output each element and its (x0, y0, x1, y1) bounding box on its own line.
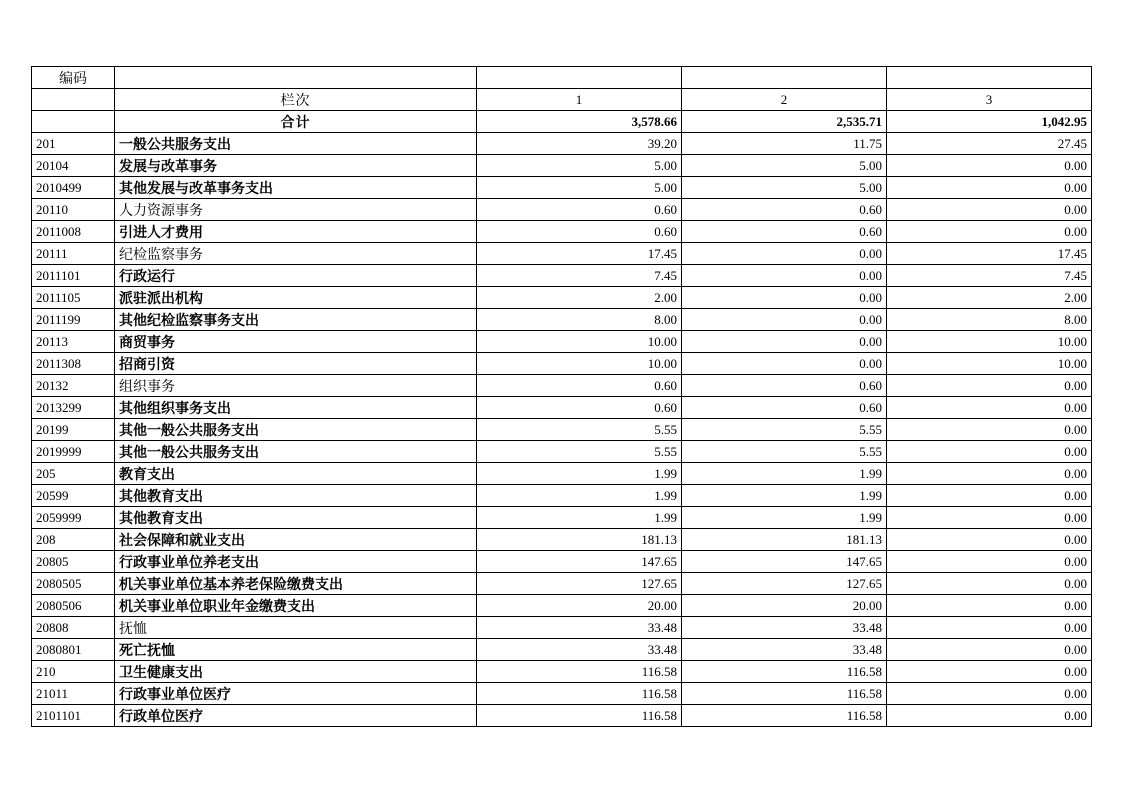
row-value-1: 181.13 (477, 529, 682, 551)
row-value-2: 0.60 (682, 375, 887, 397)
row-code: 2019999 (32, 441, 115, 463)
table-row (32, 617, 1092, 639)
total-label: 合计 (115, 111, 477, 133)
row-value-1: 5.55 (477, 441, 682, 463)
row-value-3: 0.00 (887, 507, 1092, 529)
row-value-1: 147.65 (477, 551, 682, 573)
row-value-1: 5.00 (477, 155, 682, 177)
row-value-2: 5.55 (682, 441, 887, 463)
header-blank-col1 (477, 67, 682, 89)
header-blank-col2 (682, 67, 887, 89)
row-value-1: 10.00 (477, 353, 682, 375)
row-value-3: 8.00 (887, 309, 1092, 331)
row-value-1: 0.60 (477, 375, 682, 397)
row-code: 20599 (32, 485, 115, 507)
table-row (32, 595, 1092, 617)
row-value-3: 0.00 (887, 463, 1092, 485)
row-code: 2011199 (32, 309, 115, 331)
row-code: 20805 (32, 551, 115, 573)
row-code: 2080801 (32, 639, 115, 661)
row-name: 其他教育支出 (115, 485, 477, 507)
row-code: 20111 (32, 243, 115, 265)
header-code-label: 编码 (32, 67, 115, 89)
row-value-3: 0.00 (887, 617, 1092, 639)
row-value-3: 0.00 (887, 573, 1092, 595)
row-value-3: 0.00 (887, 199, 1092, 221)
row-code: 2059999 (32, 507, 115, 529)
row-value-2: 116.58 (682, 683, 887, 705)
row-code: 20132 (32, 375, 115, 397)
row-value-3: 7.45 (887, 265, 1092, 287)
row-value-1: 5.00 (477, 177, 682, 199)
table-row (32, 265, 1092, 287)
row-value-1: 39.20 (477, 133, 682, 155)
row-value-2: 5.55 (682, 419, 887, 441)
header-col-index-2: 2 (682, 89, 887, 111)
row-value-1: 1.99 (477, 463, 682, 485)
row-value-1: 127.65 (477, 573, 682, 595)
row-name: 人力资源事务 (115, 199, 477, 221)
row-value-2: 1.99 (682, 463, 887, 485)
row-value-3: 0.00 (887, 595, 1092, 617)
row-value-3: 17.45 (887, 243, 1092, 265)
row-code: 2011008 (32, 221, 115, 243)
row-name: 行政事业单位养老支出 (115, 551, 477, 573)
row-value-2: 127.65 (682, 573, 887, 595)
header-col-index-1: 1 (477, 89, 682, 111)
table-header-row-code (32, 67, 1092, 89)
header-blank-code2 (32, 89, 115, 111)
row-name: 机关事业单位基本养老保险缴费支出 (115, 573, 477, 595)
row-value-1: 0.60 (477, 221, 682, 243)
table-row (32, 177, 1092, 199)
row-name: 商贸事务 (115, 331, 477, 353)
row-value-1: 1.99 (477, 507, 682, 529)
row-code: 205 (32, 463, 115, 485)
row-code: 210 (32, 661, 115, 683)
table-row (32, 155, 1092, 177)
row-value-3: 0.00 (887, 639, 1092, 661)
row-value-1: 17.45 (477, 243, 682, 265)
row-value-2: 0.00 (682, 287, 887, 309)
row-value-2: 20.00 (682, 595, 887, 617)
row-name: 抚恤 (115, 617, 477, 639)
row-value-3: 0.00 (887, 485, 1092, 507)
row-code: 201 (32, 133, 115, 155)
row-value-1: 116.58 (477, 683, 682, 705)
row-code: 2010499 (32, 177, 115, 199)
row-value-3: 0.00 (887, 551, 1092, 573)
row-value-1: 116.58 (477, 661, 682, 683)
table-row (32, 507, 1092, 529)
total-value-3: 1,042.95 (887, 111, 1092, 133)
row-value-1: 33.48 (477, 639, 682, 661)
table-row (32, 705, 1092, 727)
row-value-1: 20.00 (477, 595, 682, 617)
row-code: 2011101 (32, 265, 115, 287)
row-name: 其他发展与改革事务支出 (115, 177, 477, 199)
row-value-2: 0.60 (682, 397, 887, 419)
row-value-3: 0.00 (887, 705, 1092, 727)
row-value-2: 147.65 (682, 551, 887, 573)
row-value-2: 33.48 (682, 639, 887, 661)
row-code: 20199 (32, 419, 115, 441)
table-header-row-index (32, 89, 1092, 111)
row-value-3: 0.00 (887, 661, 1092, 683)
table-row (32, 309, 1092, 331)
table-row (32, 683, 1092, 705)
row-value-3: 0.00 (887, 529, 1092, 551)
table-row (32, 529, 1092, 551)
row-name: 社会保障和就业支出 (115, 529, 477, 551)
header-blank-col3 (887, 67, 1092, 89)
row-value-2: 5.00 (682, 177, 887, 199)
table-row (32, 441, 1092, 463)
table-row (32, 661, 1092, 683)
row-name: 招商引资 (115, 353, 477, 375)
row-name: 教育支出 (115, 463, 477, 485)
table-body (32, 67, 1092, 727)
row-value-2: 11.75 (682, 133, 887, 155)
row-value-3: 27.45 (887, 133, 1092, 155)
row-value-2: 5.00 (682, 155, 887, 177)
row-code: 2080506 (32, 595, 115, 617)
header-row-label: 栏次 (115, 89, 477, 111)
table-row (32, 243, 1092, 265)
row-value-3: 0.00 (887, 683, 1092, 705)
row-value-1: 10.00 (477, 331, 682, 353)
row-value-1: 33.48 (477, 617, 682, 639)
table-row (32, 573, 1092, 595)
total-value-1: 3,578.66 (477, 111, 682, 133)
row-name: 行政单位医疗 (115, 705, 477, 727)
row-value-2: 1.99 (682, 485, 887, 507)
row-value-2: 0.00 (682, 331, 887, 353)
row-value-1: 116.58 (477, 705, 682, 727)
row-code: 20110 (32, 199, 115, 221)
budget-table-container (31, 66, 1091, 727)
table-row (32, 353, 1092, 375)
table-row (32, 485, 1092, 507)
row-value-2: 116.58 (682, 705, 887, 727)
row-name: 其他一般公共服务支出 (115, 441, 477, 463)
row-code: 20104 (32, 155, 115, 177)
row-value-2: 0.60 (682, 199, 887, 221)
table-row (32, 463, 1092, 485)
row-value-1: 2.00 (477, 287, 682, 309)
row-value-2: 1.99 (682, 507, 887, 529)
table-row (32, 331, 1092, 353)
row-name: 其他组织事务支出 (115, 397, 477, 419)
row-name: 派驻派出机构 (115, 287, 477, 309)
header-col-index-3: 3 (887, 89, 1092, 111)
row-code: 2011105 (32, 287, 115, 309)
table-row (32, 221, 1092, 243)
row-value-3: 0.00 (887, 419, 1092, 441)
row-value-3: 0.00 (887, 221, 1092, 243)
table-row (32, 419, 1092, 441)
row-value-3: 0.00 (887, 441, 1092, 463)
row-code: 21011 (32, 683, 115, 705)
row-name: 发展与改革事务 (115, 155, 477, 177)
row-value-2: 0.00 (682, 265, 887, 287)
total-row (32, 111, 1092, 133)
row-name: 其他教育支出 (115, 507, 477, 529)
row-name: 引进人才费用 (115, 221, 477, 243)
row-value-1: 5.55 (477, 419, 682, 441)
row-value-1: 7.45 (477, 265, 682, 287)
row-name: 卫生健康支出 (115, 661, 477, 683)
row-code: 2011308 (32, 353, 115, 375)
row-value-3: 10.00 (887, 353, 1092, 375)
table-row (32, 397, 1092, 419)
header-blank-name (115, 67, 477, 89)
row-name: 机关事业单位职业年金缴费支出 (115, 595, 477, 617)
budget-table (31, 66, 1092, 727)
total-value-2: 2,535.71 (682, 111, 887, 133)
row-value-1: 1.99 (477, 485, 682, 507)
row-value-1: 8.00 (477, 309, 682, 331)
table-row (32, 639, 1092, 661)
row-value-3: 0.00 (887, 155, 1092, 177)
row-value-3: 10.00 (887, 331, 1092, 353)
row-value-2: 116.58 (682, 661, 887, 683)
row-value-1: 0.60 (477, 199, 682, 221)
row-name: 纪检监察事务 (115, 243, 477, 265)
row-value-2: 0.00 (682, 243, 887, 265)
row-name: 其他纪检监察事务支出 (115, 309, 477, 331)
row-name: 一般公共服务支出 (115, 133, 477, 155)
row-value-3: 0.00 (887, 177, 1092, 199)
row-name: 组织事务 (115, 375, 477, 397)
table-row (32, 375, 1092, 397)
row-value-3: 2.00 (887, 287, 1092, 309)
total-blank-code (32, 111, 115, 133)
row-name: 其他一般公共服务支出 (115, 419, 477, 441)
table-row (32, 287, 1092, 309)
row-value-1: 0.60 (477, 397, 682, 419)
row-name: 死亡抚恤 (115, 639, 477, 661)
row-code: 208 (32, 529, 115, 551)
table-row (32, 199, 1092, 221)
row-code: 20808 (32, 617, 115, 639)
row-code: 2101101 (32, 705, 115, 727)
row-code: 20113 (32, 331, 115, 353)
row-value-2: 181.13 (682, 529, 887, 551)
row-code: 2013299 (32, 397, 115, 419)
row-value-3: 0.00 (887, 375, 1092, 397)
row-value-2: 0.00 (682, 309, 887, 331)
table-row (32, 551, 1092, 573)
row-value-2: 33.48 (682, 617, 887, 639)
row-value-2: 0.00 (682, 353, 887, 375)
row-value-3: 0.00 (887, 397, 1092, 419)
row-value-2: 0.60 (682, 221, 887, 243)
table-row (32, 133, 1092, 155)
row-name: 行政运行 (115, 265, 477, 287)
row-code: 2080505 (32, 573, 115, 595)
row-name: 行政事业单位医疗 (115, 683, 477, 705)
